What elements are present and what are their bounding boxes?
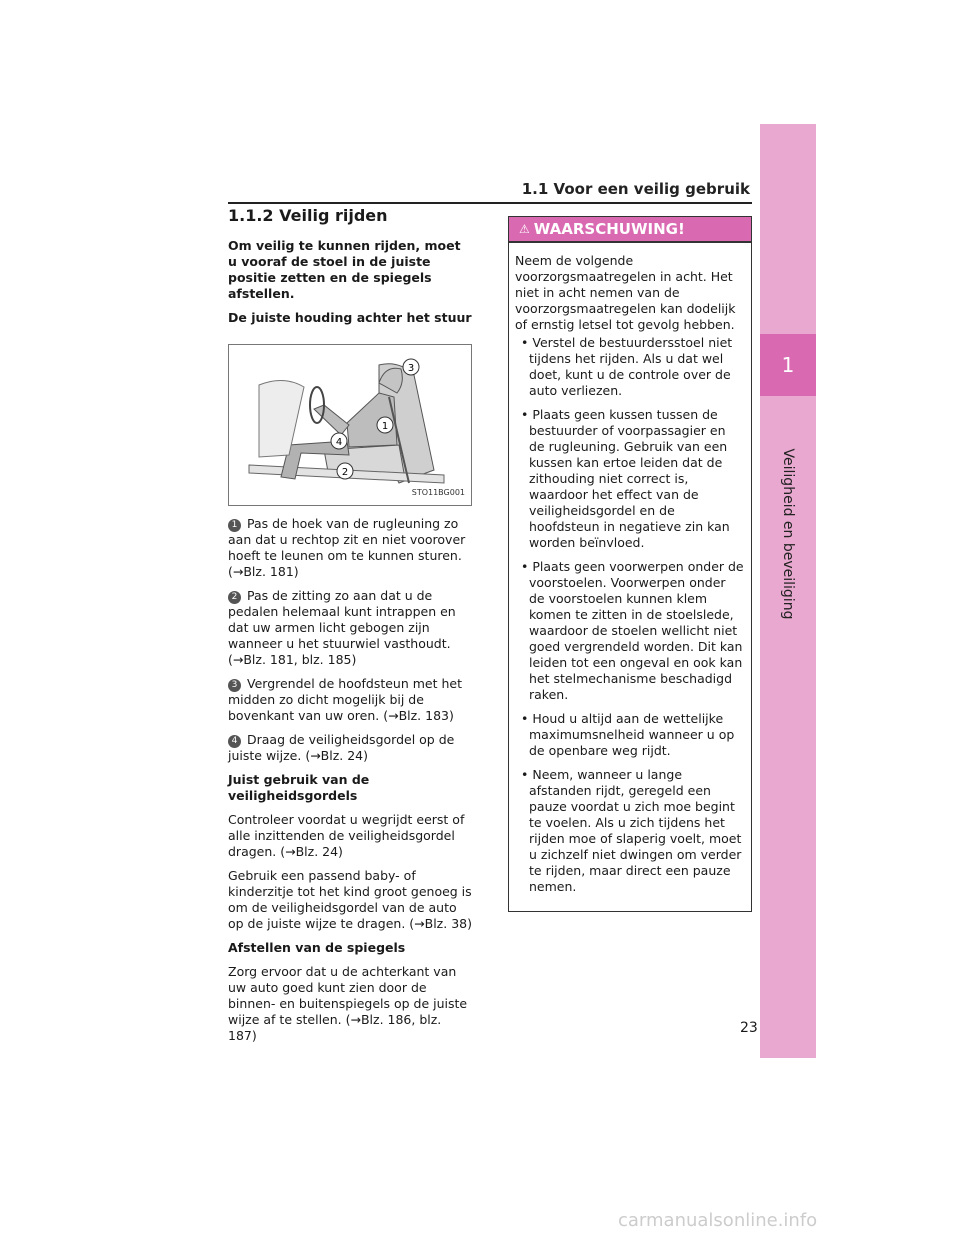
warning-bullet: • Plaats geen kussen tussen de bestuurder of voorpassagier en de rugleuning. Gebruik van een kussen kan ertoe leiden dat de zithouding niet correct is, waardoor het effect van de veiligheidsgordel en de hoofdsteun in negatieve zin kan worden beïnvloed. <box>515 407 745 551</box>
posture-heading: De juiste houding achter het stuur <box>228 310 472 325</box>
item-number-badge: 3 <box>228 679 241 692</box>
chapter-number: 1 <box>760 334 816 396</box>
driving-posture-figure <box>228 344 472 506</box>
warning-list <box>515 335 745 895</box>
belts-heading: Juist gebruik van de veiligheidsgordels <box>228 772 370 803</box>
warning-bullet: • Verstel de bestuurdersstoel niet tijdens het rijden. Als u dat wel doet, kunt u de controle over de auto verliezen. <box>515 335 745 399</box>
figure-label-4: 4 <box>335 437 343 448</box>
warning-intro: Neem de volgende voorzorgsmaatregelen in acht. Het niet in acht nemen van de voorzorgsmaatregelen kan dodelijk of ernstig letsel tot gevolg hebben. <box>515 253 736 332</box>
belts-paragraph-2: Gebruik een passend baby- of kinderzitje tot het kind groot genoeg is om de veiligheidsgordel van de auto op de juiste wijze te dragen. (→Blz. 38) <box>228 868 472 931</box>
figure-label-2: 2 <box>341 467 349 478</box>
section-intro: Om veilig te kunnen rijden, moet u vooraf de stoel in de juiste positie zetten en de spiegels afstellen. <box>228 238 461 301</box>
figure-label-1: 1 <box>381 421 389 432</box>
warning-bullet: • Plaats geen voorwerpen onder de voorstoelen. Voorwerpen onder de voorstoelen kunnen klem komen te zitten in de stoelslede, waardoor de stoelen wellicht niet goed vergrendeld worden. Dit kan leiden tot een ongeval en ook kan het stelmechanisme beschadigd raken. <box>515 559 745 703</box>
warning-triangle-icon: ⚠ <box>519 222 530 236</box>
warning-title: WAARSCHUWING! <box>533 220 685 238</box>
posture-item-3 <box>228 676 472 724</box>
item-text: Pas de hoek van de rugleuning zo aan dat u rechtop zit en niet voorover hoeft te leunen om te kunnen sturen. (→Blz. 181) <box>228 516 466 579</box>
belts-paragraph-1: Controleer voordat u wegrijdt eerst of alle inzittenden de veiligheidsgordel dragen. (→Blz. 24) <box>228 812 465 859</box>
section-title: 1.1.2 Veilig rijden <box>228 206 388 225</box>
item-text: Draag de veiligheidsgordel op de juiste wijze. (→Blz. 24) <box>228 732 455 763</box>
warning-bullet: • Neem, wanneer u lange afstanden rijdt, geregeld een pauze voordat u zich moe begint te voelen. Als u zich tijdens het rijden moe of slaperig voelt, moet u zichzelf niet dwingen om verder te rijden, maar direct een pauze nemen. <box>515 767 745 895</box>
figure-code: STO11BG001 <box>411 488 465 497</box>
item-number-badge: 4 <box>228 735 241 748</box>
chapter-side-tab <box>760 124 816 1058</box>
item-number-badge: 2 <box>228 591 241 604</box>
warning-bullet: • Houd u altijd aan de wettelijke maximumsnelheid wanneer u op de openbare weg rijdt. <box>515 711 745 759</box>
watermark: carmanualsonline.info <box>618 1210 818 1231</box>
item-number-badge: 1 <box>228 519 241 532</box>
left-column <box>228 208 472 1052</box>
running-header: 1.1 Voor een veilig gebruik <box>521 180 750 198</box>
warning-body <box>509 243 751 911</box>
seat-illustration <box>229 345 471 505</box>
mirrors-heading: Afstellen van de spiegels <box>228 940 406 955</box>
posture-item-4 <box>228 732 472 764</box>
header-rule <box>228 202 752 204</box>
page-number: 23 <box>740 1020 758 1036</box>
figure-label-3: 3 <box>407 363 415 374</box>
chapter-title: Veiligheid en beveiliging <box>780 448 796 620</box>
warning-box <box>508 216 752 912</box>
item-text: Vergrendel de hoofdsteun met het midden zo dicht mogelijk bij de bovenkant van uw oren. (→Blz. 183) <box>228 676 463 723</box>
posture-item-2 <box>228 588 472 668</box>
mirrors-paragraph: Zorg ervoor dat u de achterkant van uw auto goed kunt zien door de binnen- en buitenspiegels op de juiste wijze af te stellen. (→Blz. 186, blz. 187) <box>228 964 468 1043</box>
posture-item-1 <box>228 516 472 580</box>
item-text: Pas de zitting zo aan dat u de pedalen helemaal kunt intrappen en dat uw armen licht gebogen zijn wanneer u het stuurwiel vasthoudt. (→Blz. 181, blz. 185) <box>228 588 456 667</box>
warning-header <box>509 217 751 243</box>
